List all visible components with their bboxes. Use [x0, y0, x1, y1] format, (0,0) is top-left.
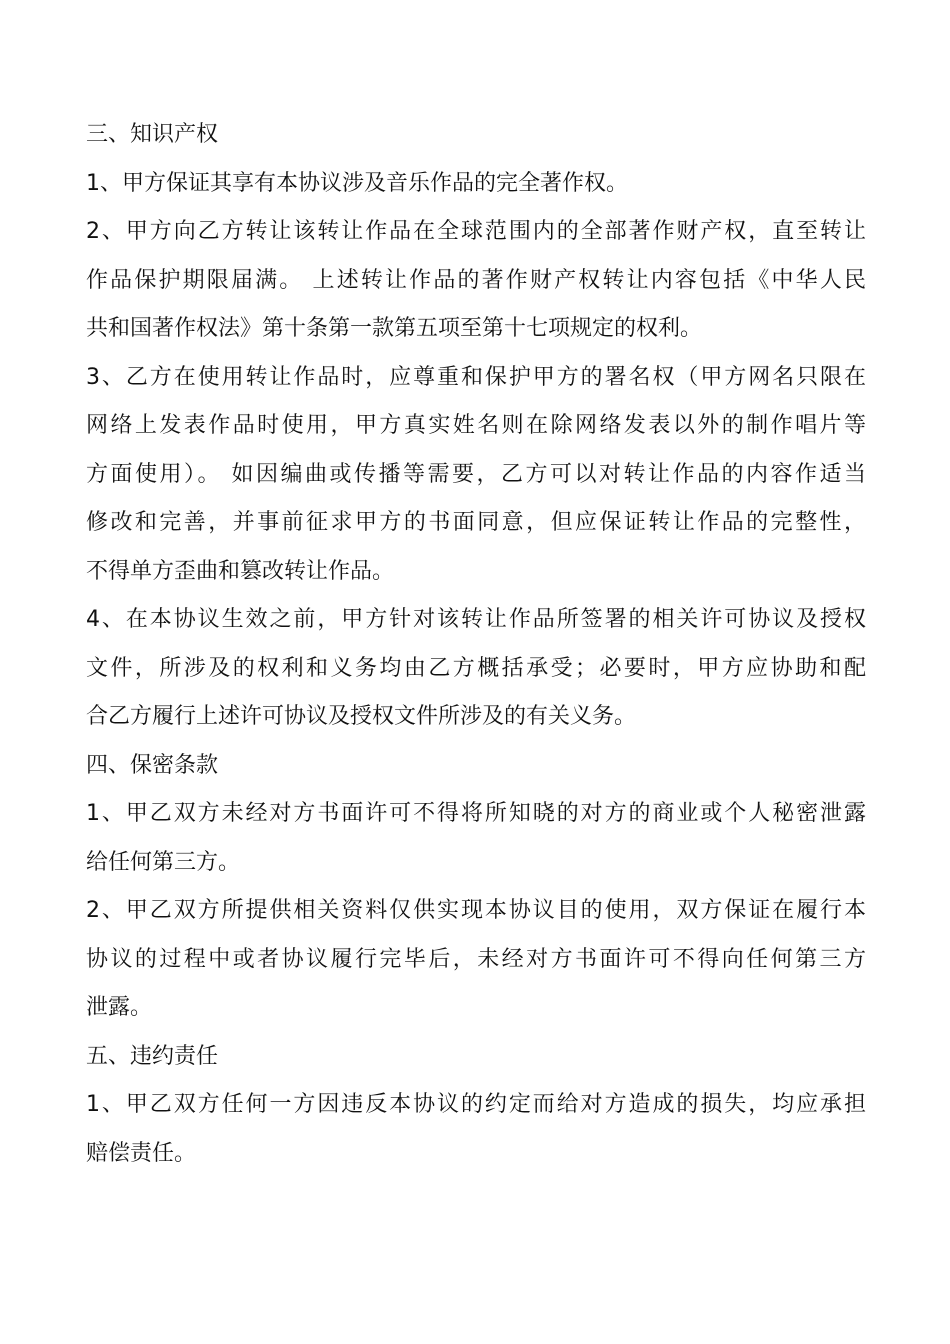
text-line: 作品保护期限届满。 上述转让作品的著作财产权转让内容包括《中华人民	[86, 267, 866, 293]
text-line: 2、甲乙双方所提供相关资料仅供实现本协议目的使用，双方保证在履行本	[86, 898, 866, 923]
text-line: 1、甲方保证其享有本协议涉及音乐作品的完全著作权。	[86, 170, 628, 196]
text-line: 赔偿责任。	[86, 1140, 197, 1166]
text-line: 文件，所涉及的权利和义务均由乙方概括承受；必要时，甲方应协助和配	[86, 655, 866, 681]
text-line: 2、甲方向乙方转让该转让作品在全球范围内的全部著作财产权，直至转让	[86, 219, 866, 244]
text-line: 泄露。	[86, 995, 153, 1020]
text-line: 三、知识产权	[86, 122, 219, 147]
text-line: 1、甲乙双方任何一方因违反本协议的约定而给对方造成的损失，均应承担	[86, 1092, 866, 1117]
text-line: 网络上发表作品时使用，甲方真实姓名则在除网络发表以外的制作唱片等	[86, 413, 866, 438]
text-line: 合乙方履行上述许可协议及授权文件所涉及的有关义务。	[86, 704, 637, 729]
text-line: 共和国著作权法》第十条第一款第五项至第十七项规定的权利。	[86, 316, 703, 341]
text-line: 不得单方歪曲和篡改转让作品。	[86, 558, 395, 584]
text-line: 方面使用）。 如因编曲或传播等需要，乙方可以对转让作品的内容作适当	[86, 461, 866, 487]
text-line: 给任何第三方。	[86, 849, 241, 875]
text-line: 1、甲乙双方未经对方书面许可不得将所知晓的对方的商业或个人秘密泄露	[86, 801, 866, 826]
text-line: 4、在本协议生效之前，甲方针对该转让作品所签署的相关许可协议及授权	[86, 607, 866, 632]
text-line: 五、违约责任	[86, 1043, 219, 1069]
text-line: 3、乙方在使用转让作品时，应尊重和保护甲方的署名权（甲方网名只限在	[86, 364, 866, 390]
text-line: 修改和完善，并事前征求甲方的书面同意，但应保证转让作品的完整性，	[86, 510, 866, 535]
document-page	[86, 111, 866, 1178]
text-line: 协议的过程中或者协议履行完毕后，未经对方书面许可不得向任何第三方	[86, 946, 866, 972]
text-line: 四、保密条款	[86, 752, 219, 778]
